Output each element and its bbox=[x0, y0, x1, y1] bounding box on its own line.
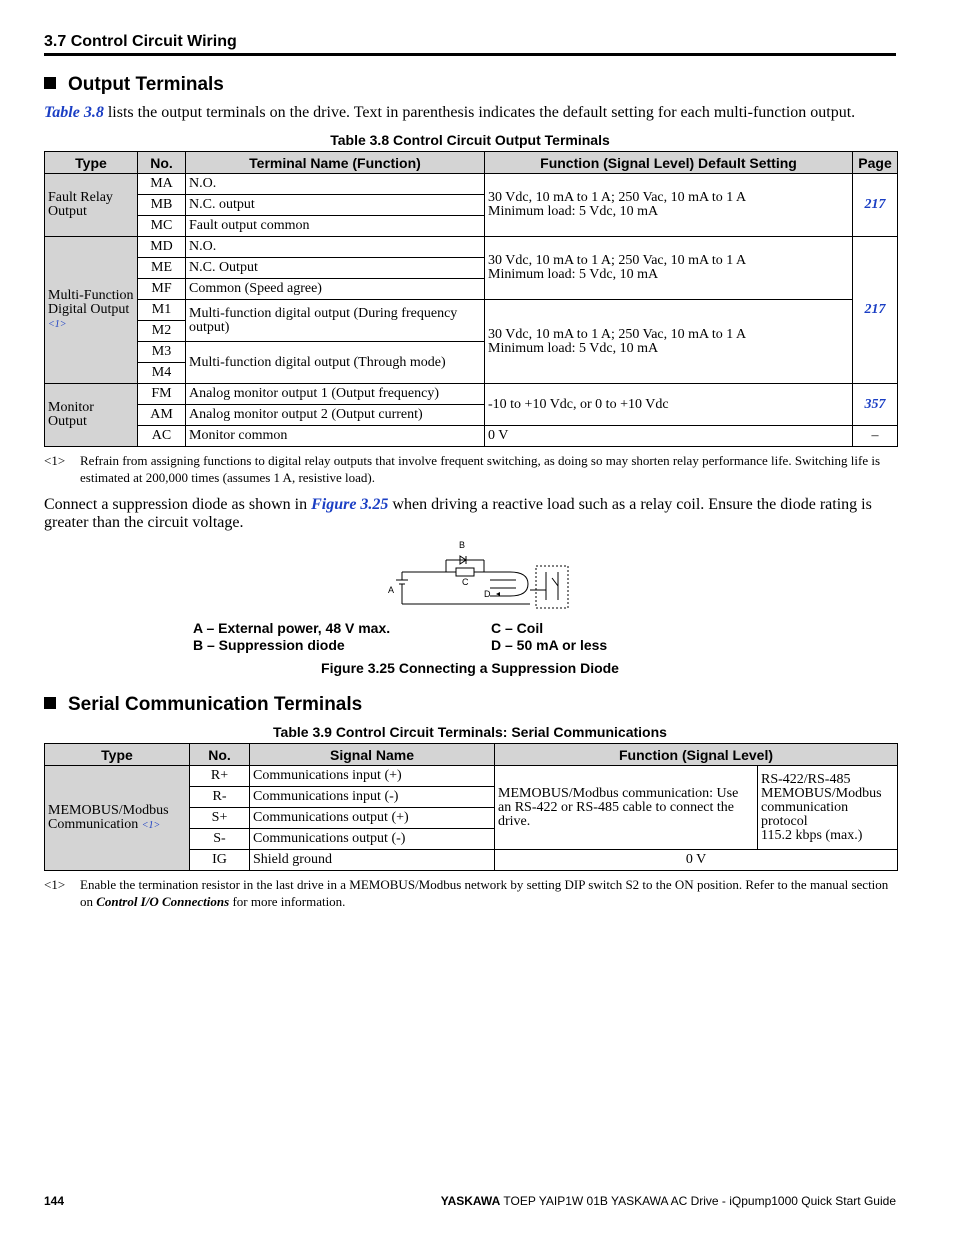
col-terminal-name: Terminal Name (Function) bbox=[186, 152, 485, 174]
terminal-name: Multi-function digital output (Through mode) bbox=[186, 342, 485, 384]
terminal-no: M3 bbox=[138, 342, 186, 363]
col-no: No. bbox=[190, 744, 250, 766]
terminal-name: N.O. bbox=[186, 174, 485, 195]
output-footnote: <1> Refrain from assigning functions to digital relay outputs that involve frequent switching, as doing so may shorten relay performance life. Switching life is estimated at 200,000 times (assumes 1 A, resistive load). bbox=[44, 453, 881, 485]
signal-name: Communications input (+) bbox=[250, 766, 495, 787]
footnote-ref-1[interactable]: <1> bbox=[141, 819, 161, 831]
page-link-monitor[interactable]: 357 bbox=[853, 384, 898, 426]
serial-terminals-heading: Serial Communication Terminals bbox=[44, 694, 362, 716]
terminal-name: N.C. output bbox=[186, 195, 485, 216]
label-a: A bbox=[388, 585, 395, 595]
terminal-no: AM bbox=[138, 405, 186, 426]
current-arrow-icon bbox=[496, 592, 500, 596]
page-number: 144 bbox=[44, 1194, 65, 1208]
col-signal-name: Signal Name bbox=[250, 744, 495, 766]
footnote-ref-1[interactable]: <1> bbox=[48, 318, 67, 330]
ig-level: 0 V bbox=[495, 850, 898, 871]
serial-terminals-table bbox=[44, 743, 898, 871]
col-type: Type bbox=[45, 152, 138, 174]
col-type: Type bbox=[45, 744, 190, 766]
terminal-name: N.C. Output bbox=[186, 258, 485, 279]
terminal-no: MD bbox=[138, 237, 186, 258]
col-page: Page bbox=[853, 152, 898, 174]
terminal-no: S- bbox=[190, 829, 250, 850]
memobus-spec: RS-422/RS-485 MEMOBUS/Modbus communication protocol 115.2 kbps (max.) bbox=[758, 766, 898, 850]
terminal-no: R+ bbox=[190, 766, 250, 787]
terminal-name: Fault output common bbox=[186, 216, 485, 237]
table-3-8-caption: Table 3.8 Control Circuit Output Terminals bbox=[330, 132, 610, 148]
terminal-name: Common (Speed agree) bbox=[186, 279, 485, 300]
common-level: 0 V bbox=[485, 426, 853, 447]
table-3-8-link[interactable]: Table 3.8 bbox=[44, 104, 104, 121]
legend-a: A – External power, 48 V max. bbox=[193, 620, 391, 636]
mf-output-level: 30 Vdc, 10 mA to 1 A; 250 Vac, 10 mA to 1 A Minimum load: 5 Vdc, 10 mA bbox=[485, 300, 853, 384]
heading-square-icon bbox=[44, 77, 56, 89]
table-3-9-caption: Table 3.9 Control Circuit Terminals: Serial Communications bbox=[273, 724, 667, 740]
mf-relay-level: 30 Vdc, 10 mA to 1 A; 250 Vac, 10 mA to 1 A Minimum load: 5 Vdc, 10 mA bbox=[485, 237, 853, 300]
figure-3-25-link[interactable]: Figure 3.25 bbox=[311, 496, 389, 513]
legend-b: B – Suppression diode bbox=[193, 637, 345, 653]
monitor-level: -10 to +10 Vdc, or 0 to +10 Vdc bbox=[485, 384, 853, 426]
type-multi-function: Multi-Function Digital Output <1> bbox=[45, 237, 138, 384]
terminal-no: MF bbox=[138, 279, 186, 300]
signal-name: Shield ground bbox=[250, 850, 495, 871]
legend-c: C – Coil bbox=[491, 620, 544, 636]
coil-box bbox=[456, 568, 474, 576]
diode-paragraph: Connect a suppression diode as shown in Figure 3.25 when driving a reactive load such as a relay coil. Ensure the diode rating is greater than the circuit voltage. bbox=[44, 496, 872, 531]
relay-loop bbox=[490, 572, 528, 596]
terminal-name: Analog monitor output 1 (Output frequency) bbox=[186, 384, 485, 405]
memobus-function: MEMOBUS/Modbus communication: Use an RS-422 or RS-485 cable to connect the drive. bbox=[495, 766, 758, 850]
suppression-diode-diagram bbox=[380, 538, 580, 614]
col-function: Function (Signal Level) bbox=[495, 744, 898, 766]
terminal-no: MB bbox=[138, 195, 186, 216]
terminal-no: M1 bbox=[138, 300, 186, 321]
output-terminals-table bbox=[44, 151, 898, 447]
col-no: No. bbox=[138, 152, 186, 174]
label-b: B bbox=[459, 540, 466, 550]
type-monitor: Monitor Output bbox=[45, 384, 138, 447]
terminal-no: ME bbox=[138, 258, 186, 279]
terminal-no: FM bbox=[138, 384, 186, 405]
serial-footnote: <1> Enable the termination resistor in the last drive in a MEMOBUS/Modbus network by setting DIP switch S2 to the ON position. Refer to the manual section on Control I/O Connections for more information. bbox=[44, 877, 889, 909]
signal-name: Communications input (-) bbox=[250, 787, 495, 808]
control-io-connections-link[interactable]: Control I/O Connections bbox=[96, 894, 230, 909]
terminal-no: IG bbox=[190, 850, 250, 871]
terminal-name: Monitor common bbox=[186, 426, 485, 447]
page-link-fault[interactable]: 217 bbox=[853, 174, 898, 237]
page-link-mf[interactable]: 217 bbox=[853, 237, 898, 384]
footer-doc-title: YASKAWA TOEP YAIP1W 01B YASKAWA AC Drive - iQpump1000 Quick Start Guide bbox=[440, 1194, 896, 1208]
col-function: Function (Signal Level) Default Setting bbox=[485, 152, 853, 174]
terminal-no: MA bbox=[138, 174, 186, 195]
output-intro: Table 3.8 lists the output terminals on the drive. Text in parenthesis indicates the default setting for each multi-function output. bbox=[44, 104, 856, 121]
output-module-box bbox=[536, 566, 568, 608]
legend-d: D – 50 mA or less bbox=[491, 637, 608, 653]
terminal-no: AC bbox=[138, 426, 186, 447]
fault-relay-level: 30 Vdc, 10 mA to 1 A; 250 Vac, 10 mA to 1 A Minimum load: 5 Vdc, 10 mA bbox=[485, 174, 853, 237]
signal-name: Communications output (+) bbox=[250, 808, 495, 829]
terminal-no: M4 bbox=[138, 363, 186, 384]
terminal-no: S+ bbox=[190, 808, 250, 829]
terminal-no: MC bbox=[138, 216, 186, 237]
label-d: D bbox=[484, 589, 491, 599]
terminal-name: N.O. bbox=[186, 237, 485, 258]
terminal-name: Multi-function digital output (During frequency output) bbox=[186, 300, 485, 342]
page-common: – bbox=[853, 426, 898, 447]
type-fault-relay: Fault Relay Output bbox=[45, 174, 138, 237]
type-memobus: MEMOBUS/Modbus Communication <1> bbox=[45, 766, 190, 871]
section-header: 3.7 Control Circuit Wiring bbox=[44, 33, 896, 56]
figure-3-25-caption: Figure 3.25 Connecting a Suppression Diode bbox=[321, 660, 619, 676]
label-c: C bbox=[462, 577, 469, 587]
output-terminals-heading: Output Terminals bbox=[44, 74, 224, 96]
terminal-name: Analog monitor output 2 (Output current) bbox=[186, 405, 485, 426]
terminal-no: R- bbox=[190, 787, 250, 808]
signal-name: Communications output (-) bbox=[250, 829, 495, 850]
terminal-no: M2 bbox=[138, 321, 186, 342]
heading-square-icon bbox=[44, 697, 56, 709]
